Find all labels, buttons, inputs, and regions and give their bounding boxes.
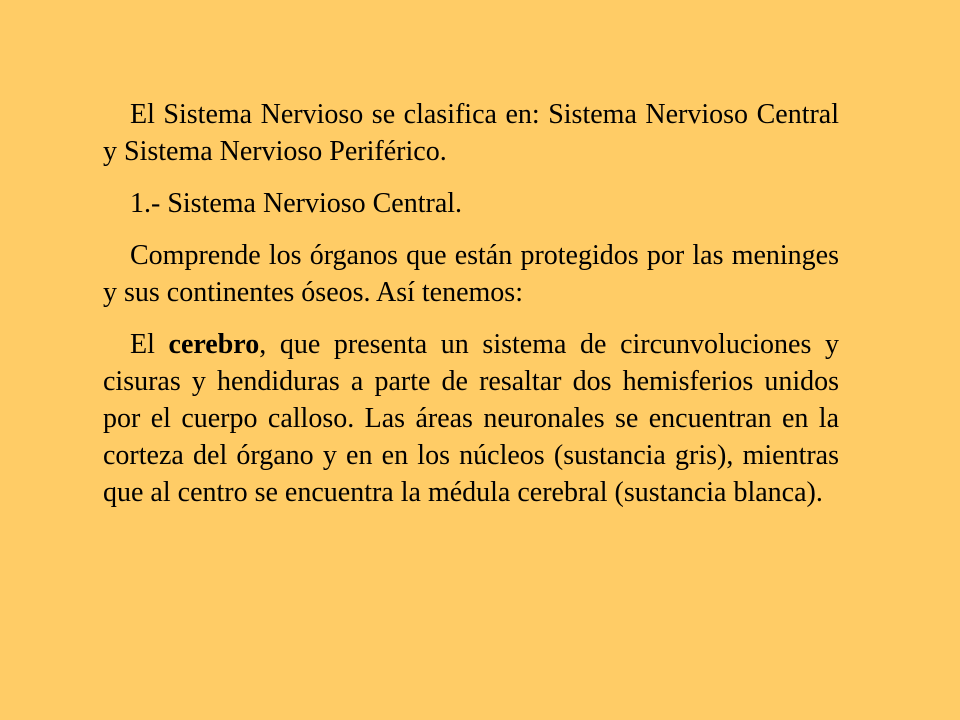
paragraph-classification: El Sistema Nervioso se clasifica en: Sistema Nervioso Central y Sistema Nervioso Periférico. <box>103 99 839 167</box>
slide-text-body <box>103 96 839 511</box>
cerebro-intro-text: El <box>130 329 169 360</box>
paragraph-cerebro <box>103 326 839 511</box>
paragraph-section-heading: 1.- Sistema Nervioso Central. <box>130 188 463 219</box>
cerebro-description-text: , que presenta un sistema de circunvoluciones y cisuras y hendiduras a parte de resaltar dos hemisferios unidos por el cuerpo calloso. Las áreas neuronales se encuentran en la corteza del órgano y en en los núcleos (sustancia gris), mientras que al centro se encuentra la médula cerebral (sustancia blanca). <box>103 329 839 508</box>
paragraph-central-description: Comprende los órganos que están protegidos por las meninges y sus continentes óseos. Así tenemos: <box>103 240 839 308</box>
cerebro-term: cerebro <box>168 329 260 360</box>
